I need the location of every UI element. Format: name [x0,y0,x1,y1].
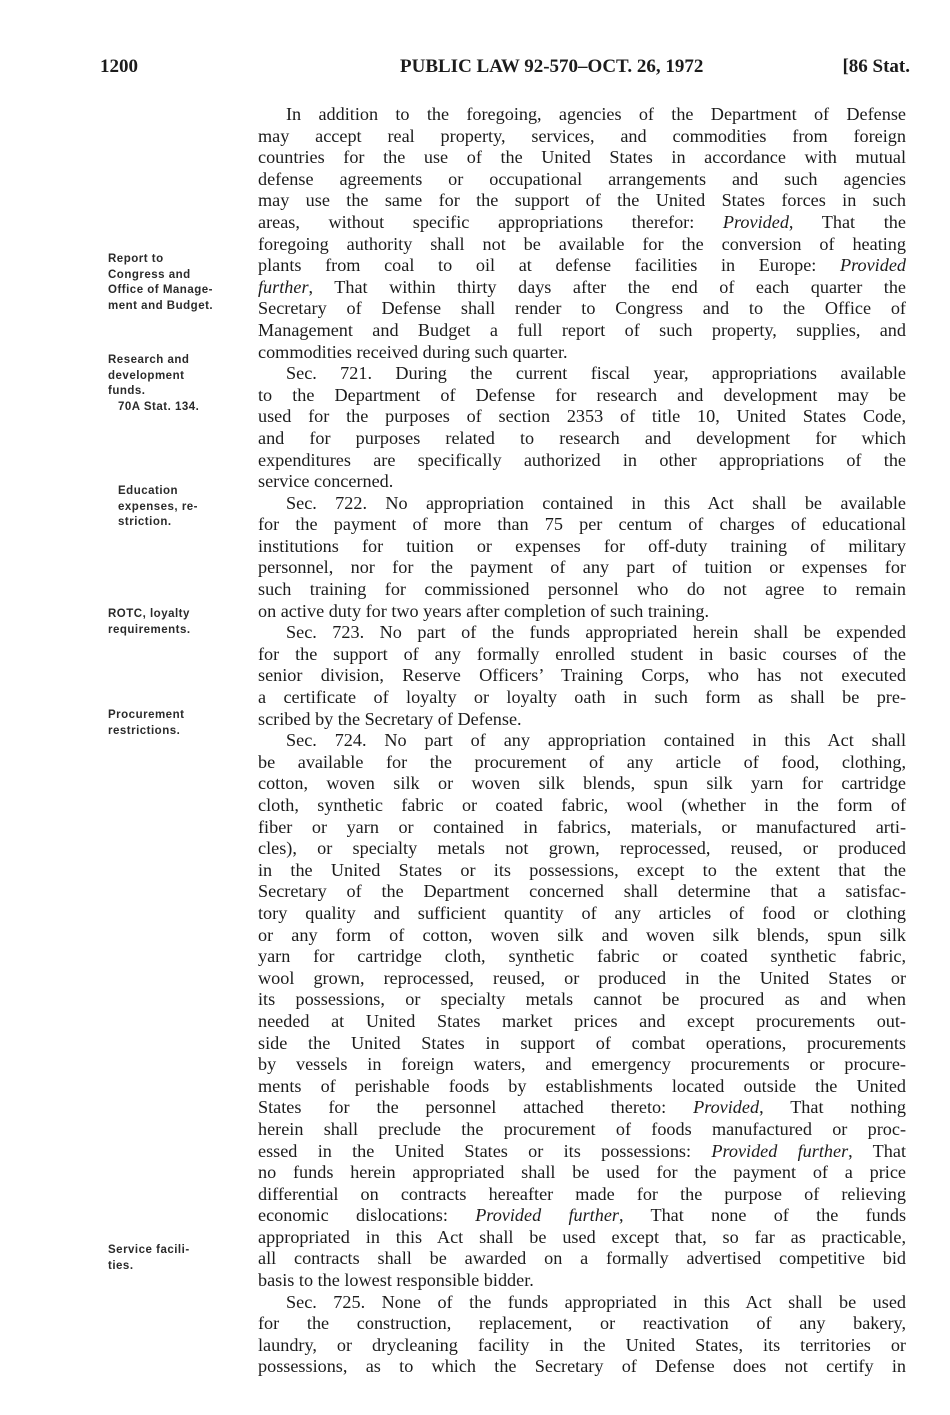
body-text-segment: ments of perishable foods by establishments located outside the United [258,1075,906,1096]
body-text-segment: laundry, or drycleaning facility in the United States, its territories or [258,1334,906,1355]
body-text-segment: scribed by the Secretary of Defense. [258,708,522,729]
body-text-segment: , That [848,1140,906,1161]
body-italic-text: further [258,276,309,297]
body-text-segment: herein shall preclude the procurement of foods manufactured or proc- [258,1118,906,1139]
body-text-segment: for the construction, replacement, or reactivation of any bakery, [258,1313,906,1334]
margin-note-report [108,252,243,314]
body-line [258,298,906,320]
body-text-segment: States for the personnel attached thereto: [258,1097,694,1118]
body-text-segment: differential on contracts hereafter made for the purpose of relieving [258,1183,906,1204]
body-text-segment: institutions for tuition or expenses for off-duty training of military [258,535,906,556]
margin-note-line: ROTC, loyalty [108,608,190,620]
body-italic-text: Provided [722,211,789,232]
body-text-segment: may use the same for the support of the United States forces in such [258,190,906,211]
body-line [258,1141,906,1163]
body-text-segment: areas, without specific appropriations therefor: [258,211,723,232]
body-line [258,126,906,148]
page-number: 1200 [100,56,138,77]
margin-note-service [108,1243,243,1274]
body-line [258,471,906,493]
body-line [258,234,906,256]
body-italic-text: Provided further [475,1205,619,1226]
body-line [258,1184,906,1206]
body-line [258,881,906,903]
body-line [258,169,906,191]
body-text-segment: defense agreements or occupational arrangements and such agencies [258,168,906,189]
body-line [258,493,906,515]
body-line [258,1205,906,1227]
body-text-segment: may accept real property, services, and commodities from foreign [258,125,906,146]
body-text-segment: essed in the United States or its possessions: [258,1140,712,1161]
body-text-segment: by vessels in foreign waters, and emergency procurements or procure- [258,1054,906,1075]
statute-reference: [86 Stat. [842,56,910,77]
body-line [258,450,906,472]
body-text-segment: for the payment of more than 75 per centum of charges of educational [258,514,906,535]
body-line [258,773,906,795]
body-text-segment: side the United States in support of combat operations, procurements [258,1032,906,1053]
body-text-segment: personnel, nor for the payment of any part of tuition or expenses for [258,557,906,578]
body-text [258,104,906,1378]
margin-note-line: ment and Budget. [108,299,214,312]
body-line [258,1248,906,1270]
body-line [258,1162,906,1184]
body-line [258,903,906,925]
body-text-segment: needed at United States market prices and except procurements out- [258,1010,906,1031]
body-text-segment: Secretary of the Department concerned shall determine that a satisfac- [258,881,906,902]
margin-note-line: Office of Manage- [108,284,213,296]
body-italic-text: Provided further [711,1140,849,1161]
margin-note-line: Service facili- [108,1244,190,1256]
body-text-segment: basis to the lowest responsible bidder. [258,1270,534,1291]
margin-note-line: development [108,369,185,382]
body-line [258,644,906,666]
margin-note-procurement [108,708,243,739]
body-line [258,946,906,968]
body-text-segment: yarn for cartridge cloth, synthetic fabric or coated synthetic fabric, [258,946,906,967]
body-text-segment: expenditures are specifically authorized in other appropriations of the [258,449,906,470]
margin-note-education [108,484,243,531]
body-line [258,428,906,450]
body-italic-text: Provided [693,1097,760,1118]
body-text-segment: plants from coal to oil at defense facilities in Europe: [258,255,840,276]
body-text-segment: possessions, as to which the Secretary of Defense does not certify in [258,1356,906,1377]
body-line [258,363,906,385]
margin-note-rotc [108,607,243,638]
body-text-segment: cotton, woven silk or woven silk blends, spun silk yarn for cartridge [258,773,906,794]
body-line [258,665,906,687]
body-text-segment: no funds herein appropriated shall be used for the payment of a price [258,1162,906,1183]
body-text-segment: cloth, synthetic fabric or coated fabric, wool (whether in the form of [258,795,906,815]
body-text-segment: appropriated in this Act shall be used except that, so far as practicable, [258,1226,906,1247]
body-line [258,925,906,947]
body-line [258,860,906,882]
margin-note-research [108,353,243,400]
margin-note-line: ties. [108,1259,134,1272]
body-text-segment: wool grown, reprocessed, reused, or produced in the United States or [258,967,906,988]
body-text-segment: , That the [788,211,906,232]
body-line [258,1033,906,1055]
body-text-segment: economic dislocations: [258,1205,476,1226]
body-line [258,1335,906,1357]
body-line [258,406,906,428]
body-line [258,817,906,839]
body-text-segment: Sec. 723. No part of the funds appropriated herein shall be expended [286,622,906,643]
body-text-segment: or any form of cotton, woven silk and woven silk blends, spun silk [258,924,906,945]
body-line [258,385,906,407]
page-header [100,56,910,86]
margin-note-line: Procurement [108,709,185,721]
body-line [258,968,906,990]
body-text-segment: Sec. 721. During the current fiscal year, appropriations available [286,363,906,384]
body-text-segment: commodities received during such quarter. [258,341,568,362]
body-text-segment: Sec. 725. None of the funds appropriated in this Act shall be used [286,1291,906,1312]
margin-note-line: expenses, re- [118,500,199,513]
body-line [258,342,906,364]
margin-note-line: 70A Stat. 134. [118,401,200,413]
body-text-segment: fiber or yarn or contained in fabrics, materials, or manufactured arti- [258,816,906,837]
body-line [258,838,906,860]
body-text-segment: on active duty for two years after completion of such training. [258,600,710,621]
margin-note-line: funds. [108,385,146,397]
body-text-segment: Sec. 724. No part of any appropriation contained in this Act shall [286,730,906,751]
body-line [258,795,906,817]
body-text-segment: its possessions, or specialty metals cannot be procured as and when [258,989,906,1010]
margin-note-line: Research and [108,354,190,366]
body-text-segment: in the United States or its possessions, except to the extent that the [258,859,906,880]
body-line [258,709,906,731]
body-line [258,147,906,169]
body-text-segment: , That nothing [759,1097,906,1118]
body-line [258,1119,906,1141]
body-line [258,579,906,601]
body-line [258,1356,906,1378]
body-text-segment: cles), or specialty metals not grown, reprocessed, reused, or produced [258,838,906,859]
margin-note-stat-citation [108,400,243,416]
body-line [258,1227,906,1249]
body-text-segment: tory quality and sufficient quantity of any articles of food or clothing [258,902,906,923]
margin-note-line: requirements. [108,623,191,636]
body-line [258,1097,906,1119]
body-line [258,320,906,342]
body-italic-text: Provided [840,255,906,276]
body-text-segment: Secretary of Defense shall render to Congress and to the Office of [258,298,906,319]
body-line [258,730,906,752]
body-line [258,514,906,536]
body-text-segment: all contracts shall be awarded on a formally advertised competitive bid [258,1248,906,1269]
body-text-segment: Sec. 722. No appropriation contained in this Act shall be available [286,492,906,513]
body-text-segment: countries for the use of the United States in accordance with mutual [258,147,906,168]
body-text-segment: , That none of the funds [618,1205,907,1226]
body-line [258,1076,906,1098]
margin-note-line: striction. [118,516,172,528]
body-text-segment: used for the purposes of section 2353 of title 10, United States Code, [258,406,906,427]
body-text-segment: be available for the procurement of any article of food, clothing, [258,751,906,772]
body-text-segment: foregoing authority shall not be available for the conversion of heating [258,233,906,254]
body-text-segment: such training for commissioned personnel who do not agree to remain [258,579,906,600]
body-line [258,752,906,774]
margin-note-line: Education [118,485,179,497]
body-line [258,557,906,579]
body-text-segment: a certificate of loyalty or loyalty oath in such form as shall be pre- [258,687,906,708]
body-line [258,1054,906,1076]
body-text-segment: In addition to the foregoing, agencies of the Department of Defense [286,104,906,124]
body-line [258,255,906,277]
margin-note-line: restrictions. [108,724,181,737]
running-title: PUBLIC LAW 92-570–OCT. 26, 1972 [400,56,704,77]
body-line [258,190,906,212]
body-text-segment: and for purposes related to research and development for which [258,427,906,448]
body-line [258,536,906,558]
body-line [258,104,906,126]
body-line [258,1270,906,1292]
body-text-segment: for the support of any formally enrolled student in basic courses of the [258,643,906,664]
body-line [258,1313,906,1335]
body-line [258,601,906,623]
margin-note-line: Report to [108,253,164,265]
body-line [258,277,906,299]
body-text-segment: , That within thirty days after the end of each quarter the [308,276,906,297]
body-line [258,1011,906,1033]
margin-note-line: Congress and [108,268,191,281]
body-line [258,1292,906,1314]
body-text-segment: service concerned. [258,471,394,492]
body-text-segment: senior division, Reserve Officers’ Training Corps, who has not executed [258,665,906,686]
body-text-segment: Management and Budget a full report of such property, supplies, and [258,319,906,340]
body-line [258,687,906,709]
body-line [258,212,906,234]
body-line [258,622,906,644]
body-text-segment: to the Department of Defense for research and development may be [258,384,906,405]
body-line [258,989,906,1011]
